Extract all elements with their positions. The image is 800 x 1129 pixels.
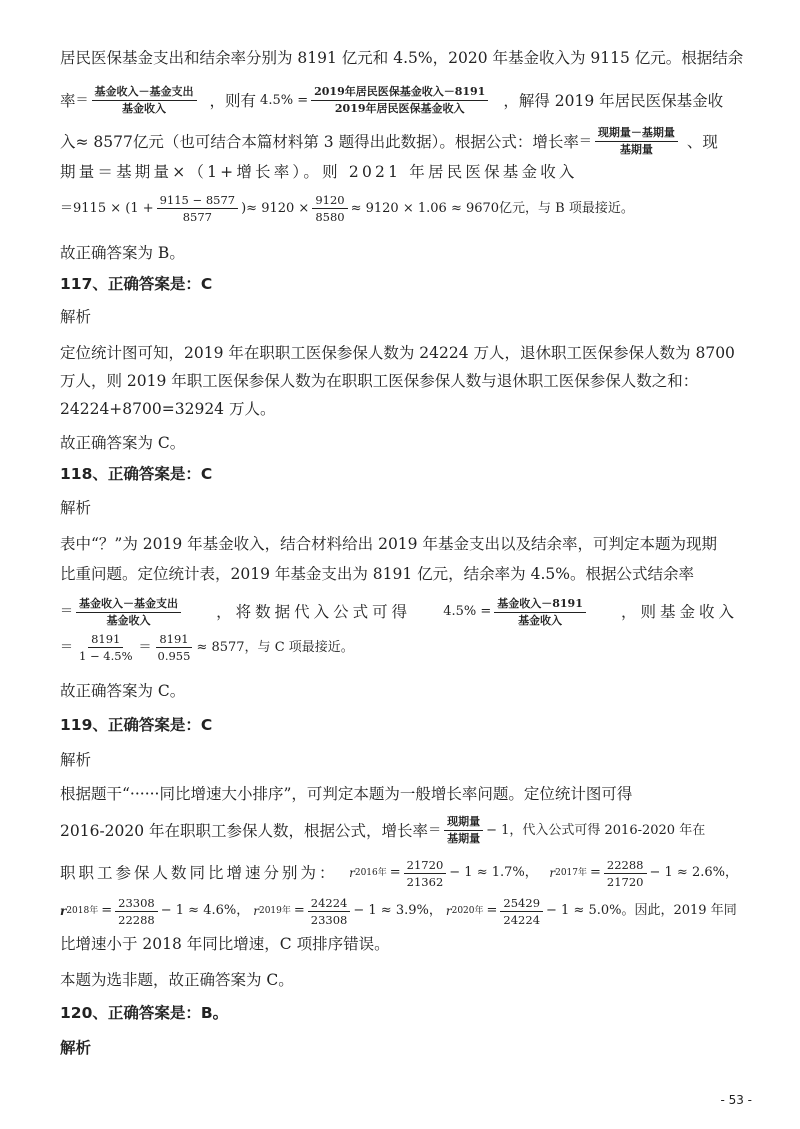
answer-line: 故正确答案为 C。: [60, 434, 186, 452]
answer-line: 故正确答案为 B。: [60, 244, 185, 262]
answer-line: 故正确答案为 C。: [60, 682, 186, 700]
paragraph-line: 万人，则 2019 年职工医保参保人数为在职职工医保参保人数与退休职工医保参保人数之和：: [60, 372, 699, 390]
analysis-label: 解析: [60, 751, 92, 769]
paragraph-line: 居民医保基金支出和结余率分别为 8191 亿元和 4.5%，2020 年基金收入为 9115 亿元。根据结余: [60, 49, 744, 67]
fraction: $\frac{25429}{24224}$: [500, 896, 543, 927]
formula-line: 率 ＝ $\frac{\text{基金收入－基金支出}}{\text{基金收入}}$ ，则有 4.5% = $\frac{\text{2019年居民医保基金收入－8191}}{\text{2019年居民医保基金收入}}$ ，解得 2019 年居民医保基金收: [60, 85, 724, 115]
paragraph-line: 根据题干“······同比增速大小排序”，可判定本题为一般增长率问题。定位统计图可得: [60, 785, 633, 803]
fraction: $\frac{\text{现期量}}{\text{基期量}}$: [444, 815, 483, 846]
formula-line: 2016-2020 年在职职工参保人数，根据公式，增长率 ＝ $\frac{\text{现期量}}{\text{基期量}}$ − 1，代入公式可得 2016-2020 年在: [60, 815, 706, 845]
paragraph-line: 比增速小于 2018 年同比增速，C 项排序错误。: [60, 935, 390, 953]
analysis-label: 解析: [60, 308, 92, 326]
fraction: $\frac{8191}{0.955}$: [157, 632, 191, 663]
formula-line: ＝ $\frac{\text{基金收入－基金支出}}{\text{基金收入}}$ ，将数据代入公式可得 4.5% = $\frac{\text{基金收入－8191}}{\text{基金收入}}$ ，则基金收入: [60, 596, 738, 627]
paragraph-line: 24224+8700=32924 万人。: [60, 400, 276, 418]
fraction: $\frac{\text{基金收入－基金支出}}{\text{基金收入}}$: [92, 85, 197, 116]
fraction: $\frac{\text{基金收入－8191}}{\text{基金收入}}$: [494, 597, 586, 628]
formula-line: 职职工参保人数同比增速分别为： r 2016年 = $\frac{21720}{21362}$ − 1 ≈ 1.7%， r 2017年 = $\frac{22288}{21720}$ − 1 ≈ 2.6%，: [60, 857, 738, 889]
formula-line: 入≈ 8577亿元（也可结合本篇材料第 3 题得出此数据）。根据公式：增长率 ＝ $\frac{\text{现期量－基期量}}{\text{基期量}}$ 、现: [60, 126, 718, 156]
page-number: - 53 -: [720, 1093, 752, 1107]
fraction: $\frac{9120}{8580}$: [312, 193, 347, 224]
question-heading: 118、正确答案是：C: [60, 465, 213, 483]
analysis-label: 解析: [60, 499, 92, 517]
paragraph-line: 期量＝基期量×（1+增长率）。则 2021 年居民医保基金收入: [60, 163, 578, 181]
fraction: $\frac{23308}{22288}$: [115, 896, 158, 927]
fraction: $\frac{\text{2019年居民医保基金收入－8191}}{\text{2019年居民医保基金收入}}$: [311, 85, 488, 116]
fraction: $\frac{8191}{1 - 4.5\%}$: [79, 632, 133, 663]
question-heading: 119、正确答案是：C: [60, 716, 213, 734]
formula-line: ＝9115 × (1 + $\frac{9115 - 8577}{8577}$ )≈ 9120 × $\frac{9120}{8580}$ ≈ 9120 × 1.06 ≈ 9670亿元，与 B 项最接近。: [60, 193, 634, 224]
paragraph-line: 比重问题。定位统计表，2019 年基金支出为 8191 亿元，结余率为 4.5%。根据公式结余率: [60, 565, 694, 583]
fraction: $\frac{21720}{21362}$: [404, 858, 447, 889]
question-heading: 120、正确答案是：B。: [60, 1004, 229, 1022]
formula-line: r 2018年 = $\frac{23308}{22288}$ − 1 ≈ 4.6%， r 2019年 = $\frac{24224}{23308}$ − 1 ≈ 3.9%， r 2020年 = $\frac{25429}{24224}$ − 1 ≈ 5.0%。因此，2019 年同: [60, 895, 737, 927]
question-heading: 117、正确答案是：C: [60, 275, 213, 293]
formula-line: ＝ $\frac{8191}{1 - 4.5\%}$ ＝ $\frac{8191}{0.955}$ ≈ 8577，与 C 项最接近。: [60, 632, 354, 663]
fraction: $\frac{\text{基金收入－基金支出}}{\text{基金收入}}$: [76, 597, 181, 628]
fraction: $\frac{22288}{21720}$: [604, 858, 647, 889]
fraction: $\frac{9115 - 8577}{8577}$: [157, 193, 238, 224]
fraction: $\frac{\text{现期量－基期量}}{\text{基期量}}$: [595, 126, 678, 157]
fraction: $\frac{24224}{23308}$: [308, 896, 351, 927]
answer-line: 本题为选非题，故正确答案为 C。: [60, 971, 294, 989]
paragraph-line: 表中“？”为 2019 年基金收入，结合材料给出 2019 年基金支出以及结余率，可判定本题为现期: [60, 535, 717, 553]
paragraph-line: 定位统计图可知，2019 年在职职工医保参保人数为 24224 万人，退休职工医保参保人数为 8700: [60, 344, 735, 362]
analysis-label: 解析: [60, 1039, 92, 1057]
